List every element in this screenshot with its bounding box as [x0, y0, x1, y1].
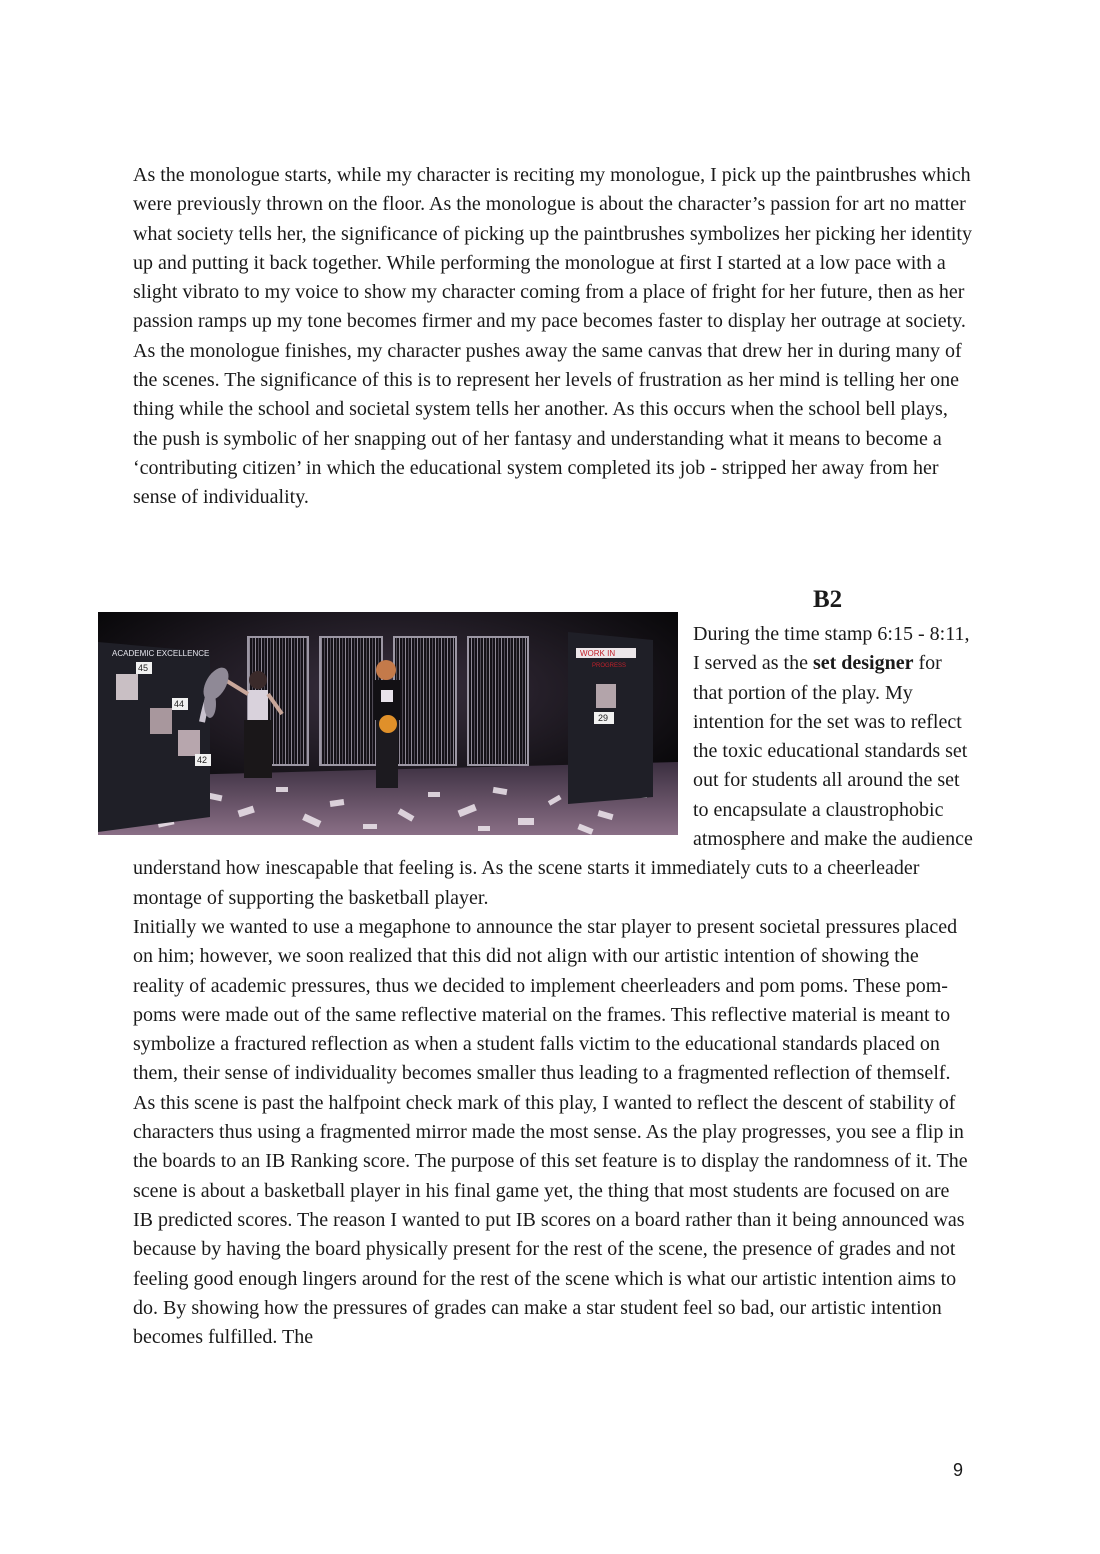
- intro-text: During the time stamp 6:15 - 8:11, I served as the: [693, 623, 970, 675]
- paragraph-monologue: As the monologue starts, while my character is reciting my monologue, I pick up the paintbrushes which were previously thrown on the floor. As the monologue is about the character’s passion for art no matter what society tells her, the significance of picking up the paintbrushes symbolizes her picking her identity up and putting it back together. While performing the monologue at first I started at a low pace with a slight vibrato to my voice to show my character coming from a place of fright for her future, then as her passion ramps up my tone becomes firmer and my pace becomes faster to display her outrage at society. As the monologue finishes, my character pushes away the same canvas that drew her in during many of the scenes. The significance of this is to represent her levels of frustration as her mind is telling her one thing while the school and societal system tells her another. As this occurs when the school bell plays, the push is symbolic of her snapping out of her fantasy and understanding what it means to become a ‘contributing citizen’ in which the educational system completed its job - stripped her away from her sense of individuality.: [133, 164, 972, 509]
- left-score-42: 42: [197, 755, 208, 765]
- page-number: 9: [953, 1460, 964, 1480]
- basketball: [379, 715, 397, 733]
- left-score-44: 44: [174, 699, 185, 709]
- academic-excellence-board: [98, 642, 211, 832]
- work-in-progress-board: [568, 632, 653, 804]
- paragraph-pom-poms: Initially we wanted to use a megaphone to announce the star player to present societal pressures placed on him; however, we soon realized that this did not align with our artistic intention of showing the reality of academic pressures, thus we decided to implement cheerleaders and pom poms. These pom-poms were made out of the same reflective material on the frames. This reflective material is meant to symbolize a fractured reflection as when a student falls victim to the educational standards placed on them, their sense of individuality becomes smaller thus leading to a fragmented reflection of themself. As this scene is past the halfpoint check mark of this play, I wanted to reflect the descent of stability of characters thus using a fragmented mirror made the most sense. As the play progresses, you see a flip in the boards to an IB Ranking score. The purpose of this set feature is to display the randomness of it. The scene is about a basketball player in his final game yet, the thing that most students are focused on are IB predicted scores. The reason I wanted to put IB scores on a board rather than it being announced was because by having the board physically present for the rest of the scene, the presence of grades and not feeling good enough lingers around for the rest of the scene which is what our artistic intention aims to do. By showing how the pressures of grades can make a star student feel so bad, our artistic intention becomes fulfilled. The: [133, 915, 968, 1349]
- right-score-29: 29: [598, 713, 609, 723]
- stage-scene-illustration: [98, 612, 678, 835]
- left-board-title: ACADEMIC EXCELLENCE: [112, 649, 210, 658]
- right-board-title-1: WORK IN: [580, 649, 616, 658]
- intro-continuation: for that portion of the play. My intention for the set was to reflect the toxic educational standards set out for students all around the set to encapsulate a claustrophobic atmosphere and make the audience understand how inescapable that feeling is. As the scene starts it immediately cuts to a cheerleader montage of supporting the basketball player.: [133, 652, 973, 909]
- role-set-designer: set designer: [812, 652, 914, 675]
- left-score-45: 45: [138, 663, 149, 673]
- section-heading-b2: B2: [813, 586, 843, 613]
- right-board-title-2: PROGRESS: [592, 663, 627, 669]
- stage-photo: [98, 612, 678, 835]
